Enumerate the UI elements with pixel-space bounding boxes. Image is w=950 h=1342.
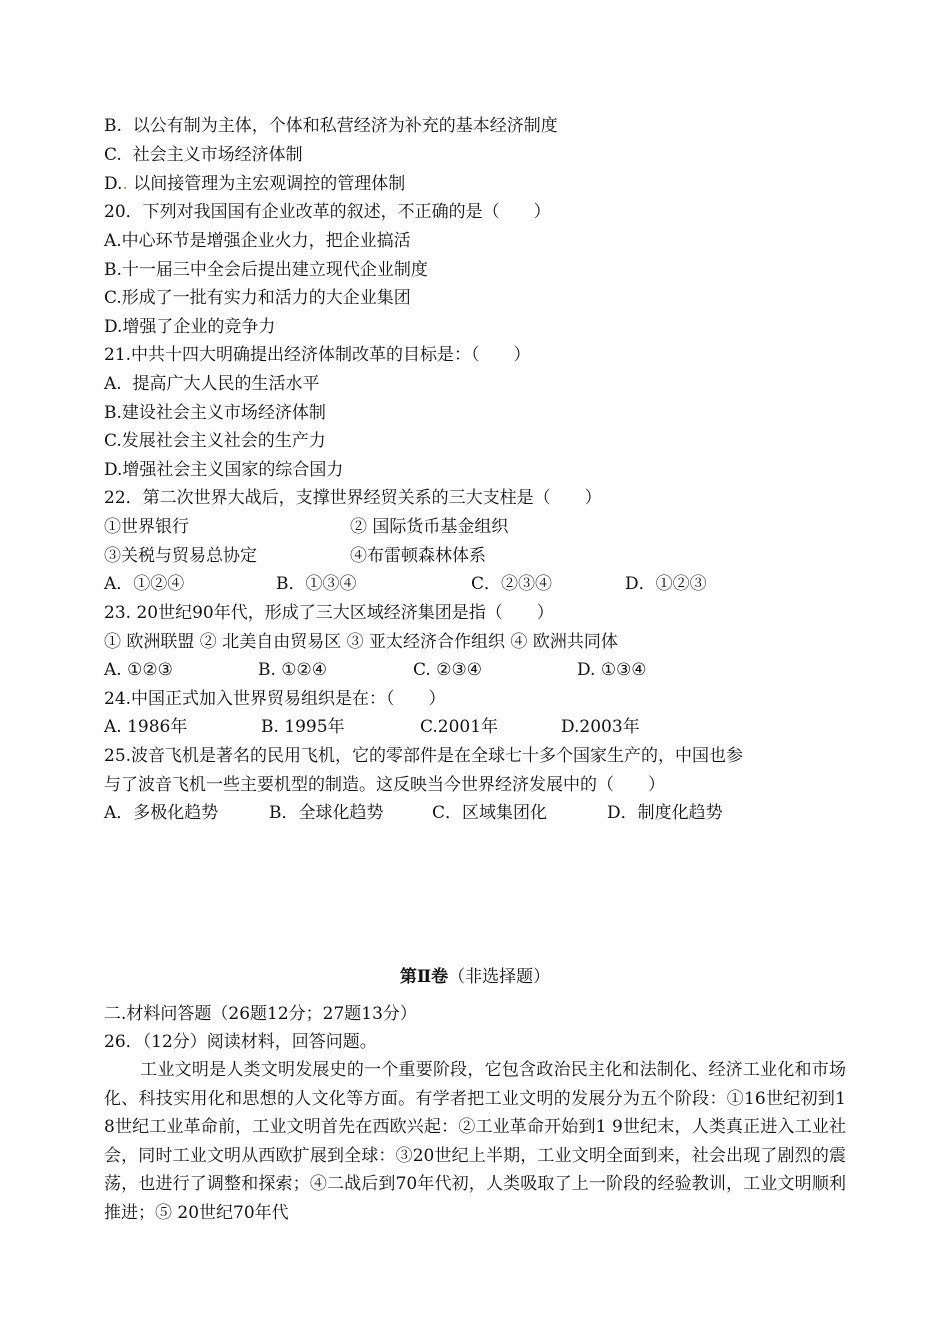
q26-passage-text: 工业文明是人类文明发展史的一个重要阶段，它包含政治民主化和法制化、经济工业化和市场化、科技实用化和思想的人文化等方面。有学者把工业文明的发展分为五个阶段：①16世纪初到1 8世纪工业革命前，工业文明首先在西欧兴起：②工业革命开始到1 9世纪末，人类真正进入工业社会，同时工业文明从西欧扩展到全球：③20世纪上半期，工业文明全面到来，社会出现了剧烈的震荡，也进行了调整和探索；④二战后到70年代初，人类吸取了上一阶段的经验教训，工业文明顺利推进；⑤ 20世纪70年代 <box>104 1060 846 1223</box>
q25-option-d: D．制度化趋势 <box>607 803 723 823</box>
q23-option-b: B. ①②④ <box>258 660 328 680</box>
q22-item-4: ④布雷顿森林体系 <box>350 546 486 566</box>
q23-option-d: D. ①③④ <box>577 660 647 680</box>
q25-option-b: B．全球化趋势 <box>269 803 384 823</box>
q23-options <box>104 659 864 681</box>
q20-option-a: A.中心环节是增强企业火力，把企业搞活 <box>104 231 411 251</box>
q19-option-d-label: D. <box>104 174 123 194</box>
q24-options <box>104 716 864 738</box>
part2-title-rest: （非选择题） <box>448 967 551 987</box>
q21-option-d: D.增强社会主义国家的综合国力 <box>104 460 344 480</box>
q22-item-1: ①世界银行 <box>104 517 189 537</box>
q24-option-a: A. 1986年 <box>104 717 188 737</box>
q22-option-c: C．②③④ <box>471 574 553 594</box>
q25-stem-line1: 25.波音飞机是著名的民用飞机，它的零部件是在全球七十多个国家生产的，中国也参 <box>104 746 744 766</box>
q19-option-d-text: 以间接管理为主宏观调控的管理体制 <box>127 174 406 194</box>
q25-options <box>104 802 864 824</box>
q22-stem: 22．第二次世界大战后，支撑世界经贸关系的三大支柱是（ ） <box>104 488 602 508</box>
q22-items-row2 <box>104 545 864 567</box>
q22-option-b: B．①③④ <box>276 574 357 594</box>
q24-option-c: C.2001年 <box>420 717 499 737</box>
q26-stem: 26．（12分）阅读材料，回答问题。 <box>104 1032 377 1052</box>
q20-option-d: D.增强了企业的竞争力 <box>104 317 276 337</box>
q24-stem: 24.中国正式加入世界贸易组织是在：（ ） <box>104 689 446 709</box>
q22-option-a: A．①②④ <box>104 574 185 594</box>
q23-option-c: C. ②③④ <box>413 660 482 680</box>
q24-option-b: B. 1995年 <box>261 717 345 737</box>
q19-option-c: C. 社会主义市场经济体制 <box>104 145 303 165</box>
q23-option-a: A. ①②③ <box>104 660 173 680</box>
q19-option-d <box>104 173 405 195</box>
q22-item-2: ② 国际货币基金组织 <box>350 517 509 537</box>
q21-option-b: B.建设社会主义市场经济体制 <box>104 403 326 423</box>
q25-option-a: A．多极化趋势 <box>104 803 219 823</box>
q20-option-b: B.十一届三中全会后提出建立现代企业制度 <box>104 260 428 280</box>
q21-stem: 21.中共十四大明确提出经济体制改革的目标是：（ ） <box>104 345 531 365</box>
q21-option-c: C.发展社会主义社会的生产力 <box>104 431 326 451</box>
part2-section-heading: 二.材料问答题（26题12分；27题13分） <box>104 1004 417 1024</box>
q22-items-row1 <box>104 516 864 538</box>
q23-items: ① 欧洲联盟 ② 北美自由贸易区 ③ 亚太经济合作组织 ④ 欧洲共同体 <box>104 632 618 652</box>
q22-option-d: D．①②③ <box>625 574 707 594</box>
q25-stem-line2: 与了波音飞机一些主要机型的制造。这反映当今世界经济发展中的（ ） <box>104 775 665 795</box>
q20-option-c: C.形成了一批有实力和活力的大企业集团 <box>104 288 411 308</box>
q22-options <box>104 573 864 595</box>
q20-stem: 20．下列对我国国有企业改革的叙述，不正确的是（ ） <box>104 202 551 222</box>
q23-stem: 23. 20世纪90年代，形成了三大区域经济集团是指（ ） <box>104 603 554 623</box>
q19-option-b: B. 以公有制为主体，个体和私营经济为补充的基本经济制度 <box>104 116 558 136</box>
q25-option-c: C．区域集团化 <box>432 803 548 823</box>
q19-option-d-mark: . <box>122 174 128 194</box>
part2-title <box>0 962 950 987</box>
q24-option-d: D.2003年 <box>561 717 640 737</box>
q22-item-3: ③关税与贸易总协定 <box>104 546 257 566</box>
part2-title-bold: 第Ⅱ卷 <box>399 967 449 987</box>
q21-option-a: A. 提高广大人民的生活水平 <box>104 374 320 394</box>
q26-passage <box>104 1056 846 1228</box>
